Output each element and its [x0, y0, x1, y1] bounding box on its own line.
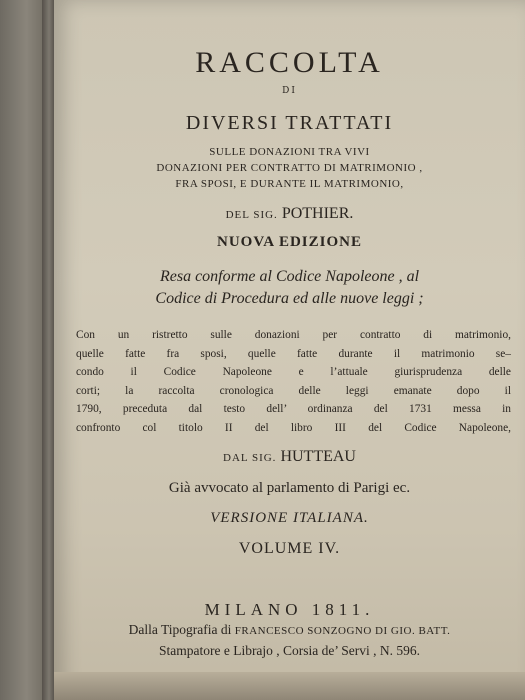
paragraph-line: Con un ristretto sulle donazioni per contratto di matrimonio,	[76, 329, 511, 341]
conforme-line-2: Codice di Procedura ed alle nuove leggi ;	[155, 290, 424, 307]
version-label: VERSIONE ITALIANA.	[210, 510, 369, 526]
contents-paragraph	[76, 326, 511, 437]
author-name: POTHIER.	[281, 205, 354, 222]
editor-prefix: DAL SIG.	[223, 452, 277, 464]
conforme-line-1: Resa conforme al Codice Napoleone , al	[159, 268, 420, 285]
printer-line-2: Stampatore e Librajo , Corsia de’ Servi , N. 596.	[158, 643, 421, 658]
editor-name: HUTTEAU	[280, 448, 356, 465]
editor-line	[54, 448, 525, 466]
paragraph-line: confronto col titolo II del libro III del Codice Napoleone,	[76, 421, 511, 434]
paragraph-line: quelle fatte fra sposi, quelle fatte durante il matrimonio se–	[76, 347, 511, 360]
author-prefix: DEL SIG.	[225, 209, 278, 221]
subject-line-2: DONAZIONI PER CONTRATTO DI MATRIMONIO ,	[156, 162, 423, 174]
book-title: RACCOLTA	[195, 46, 384, 79]
paragraph-line: 1790, preceduta dal testo dell’ ordinanza del 1731 messa in	[76, 403, 511, 415]
subject-line-1: SULLE DONAZIONI TRA VIVI	[209, 146, 370, 158]
printer-line-1	[54, 622, 525, 638]
paragraph-line: condo il Codice Napoleone e l’attuale giurisprudenza delle	[76, 366, 511, 378]
author-line	[54, 205, 525, 223]
paragraph-line: corti; la raccolta cronologica delle leggi emanate dopo il	[76, 384, 511, 397]
printer-intro: Dalla Tipografia di	[128, 622, 232, 637]
editor-role: Già avvocato al parlamento di Parigi ec.	[168, 480, 411, 496]
volume-label: VOLUME IV.	[238, 540, 341, 557]
printer-name: FRANCESCO SONZOGNO DI GIO. BATT.	[234, 625, 451, 637]
book-cover-edge	[0, 0, 48, 700]
place-date: MILANO 1811.	[204, 600, 375, 619]
book-subtitle: DIVERSI TRATTATI	[185, 112, 394, 134]
title-page-content	[54, 0, 525, 700]
edition-label: NUOVA EDIZIONE	[216, 234, 362, 250]
title-connector: DI	[282, 86, 297, 96]
subject-line-3: FRA SPOSI, E DURANTE IL MATRIMONIO,	[175, 178, 404, 190]
